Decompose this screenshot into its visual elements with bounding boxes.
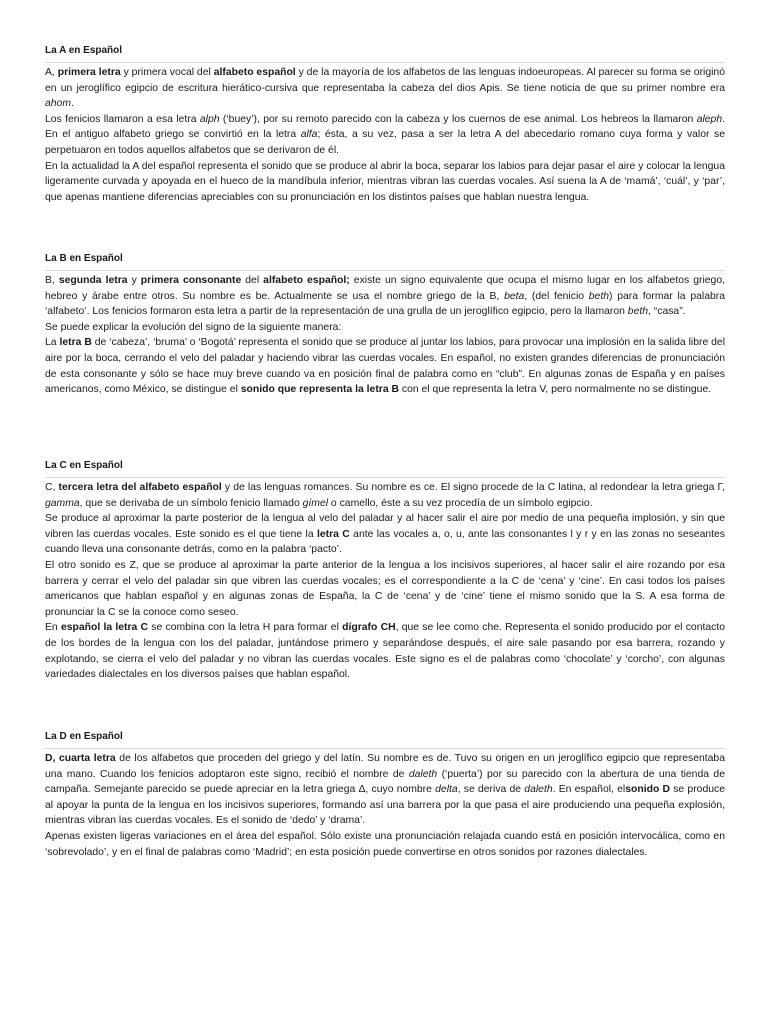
- text-run: .: [71, 98, 74, 110]
- text-run: y: [127, 275, 141, 286]
- bold-text: primera consonante: [140, 275, 242, 286]
- text-run: (‘puerta’) por su parecido con la abertura de una tienda de campaña. Semejante parecido se puede apreciar en la letra griega Δ, cuyo nombre: [45, 768, 725, 796]
- paragraph: [45, 480, 725, 511]
- italic-text: ahom: [45, 98, 71, 110]
- text-run: de ‘cabeza’, ‘bruma’ o ‘Bogotá’ representa el sonido que se produce al juntar los labios, para provocar una implosión en la salida libre del aire por la boca, cerrando el velo del paladar y haciendo vibrar las cuerdas vocales. En español, no existen grandes diferencias de pronunciación de esta consonante y sólo se hace muy breve cuando va en posición final de palabra como en “club”. En algunas zonas de España y en países americanos, como México, se distingue el: [45, 337, 726, 396]
- text-run: Los fenicios llamaron a esa letra: [45, 113, 200, 125]
- text-run: . En el antiguo alfabeto griego se convirtió en la letra: [45, 113, 726, 141]
- text-run: de los alfabetos que proceden del griego y del latín. Su nombre es de. Tuvo su origen en un jeroglífico egipcio que representaba una mano. Cuando los fenicios adoptaron este signo, recibió el nombre de: [45, 753, 725, 780]
- text-run: B,: [45, 275, 59, 286]
- text-run: La: [45, 337, 60, 349]
- bold-text: D, cuarta letra: [45, 753, 116, 764]
- paragraph: [45, 829, 725, 860]
- bold-text: segunda letra: [58, 275, 128, 286]
- section-divider: [45, 477, 725, 478]
- text-run: , se deriva de: [457, 784, 525, 796]
- section-body: [45, 751, 725, 860]
- bold-text: sonido D: [625, 784, 671, 796]
- bold-text: dígrafo CH: [342, 622, 396, 634]
- text-run: del: [241, 275, 264, 286]
- section-divider: [45, 270, 725, 271]
- text-run: C,: [45, 482, 59, 493]
- text-run: Se produce al aproximar la parte posterior de la lengua al velo del paladar y al hacer salir el aire por medio de una pequeña implosión, y sin que vibren las cuerdas vocales. Este sonido es el que tiene la: [45, 513, 725, 540]
- paragraph: [45, 273, 725, 320]
- section-heading: La C en Español: [45, 460, 123, 471]
- italic-text: aleph: [696, 113, 723, 125]
- text-run: ; ésta, a su vez, pasa a ser la letra A del abecedario romano cuya forma y valor se perpetuaron en todos aquellos alfabetos que se derivaron de él.: [45, 129, 725, 156]
- bold-text: alfabeto español;: [263, 275, 350, 286]
- italic-text: alfa: [300, 129, 318, 141]
- italic-text: daleth: [408, 768, 438, 780]
- section-letter-a: [45, 44, 725, 205]
- paragraph: [45, 620, 725, 682]
- bold-text: letra B: [59, 337, 92, 349]
- text-run: . En español, el: [552, 784, 626, 796]
- bold-text: primera letra: [57, 67, 121, 78]
- section-divider: [45, 62, 725, 63]
- paragraph: [45, 511, 725, 558]
- paragraph: [45, 159, 725, 206]
- italic-text: beth: [588, 290, 609, 302]
- text-run: o camello, éste a su vez procedía de un símbolo egipcio.: [328, 497, 593, 509]
- text-run: En la actualidad la A del español representa el sonido que se produce al abrir la boca, separar los labios para dejar pasar el aire y colocar la lengua ligeramente curvada y apoyada en el hueco de la mandíbula inferior, mientras vibran las cuerdas vocales. Así suena la A de ‘mamá’, ‘cuál’, y ‘par’, que apenas mantiene diferencias apreciables con su pronunciación en los distintos países que hablan nuestra lengua.: [45, 160, 725, 203]
- text-run: , que se derivaba de un símbolo fenicio llamado: [79, 497, 303, 509]
- text-run: , “casa”.: [648, 306, 686, 318]
- text-run: (‘buey’), por su remoto parecido con la cabeza y los cuernos de ese animal. Los hebreos la llamaron: [219, 113, 697, 125]
- bold-text: sonido que representa la letra B: [240, 384, 399, 396]
- text-run: y de la mayoría de los alfabetos de las lenguas indoeuropeas. Al parecer su forma se originó en un jeroglífico egipcio de escritura hierático-cursiva que representaba la cabeza del dios Apis. Se tiene noticia de que su primer nombre era: [45, 67, 725, 94]
- text-run: existe un signo equivalente que ocupa el mismo lugar en los alfabetos griego, hebreo y árabe entre otros. Su nombre es be. Actualmente se usa el nombre griego de la B,: [45, 275, 725, 302]
- bold-text: alfabeto español: [213, 67, 296, 78]
- text-run: En: [45, 622, 61, 634]
- bold-text: tercera letra del alfabeto español: [58, 482, 222, 493]
- section-heading: La A en Español: [45, 45, 123, 56]
- section-heading: La D en Español: [45, 731, 123, 742]
- text-run: Se puede explicar la evolución del signo de la siguiente manera:: [45, 321, 342, 333]
- section-divider: [45, 748, 725, 749]
- italic-text: gamma: [45, 497, 80, 509]
- paragraph: [45, 65, 725, 112]
- section-heading: La B en Español: [45, 253, 123, 264]
- italic-text: beth: [627, 306, 649, 318]
- text-run: ante las vocales a, o, u, ante las consonantes l y r y en las zonas no seseantes cuando lleva una consonante detrás, como en la palabra ‘pacto’.: [45, 528, 725, 556]
- italic-text: gímel: [302, 497, 329, 509]
- paragraph: [45, 335, 725, 397]
- text-run: Apenas existen ligeras variaciones en el área del español. Sólo existe una pronunciación relajada cuando está en posición intervocálica, como en ‘sobrevolado’, y en el final de palabras como ‘Madrid’; en esta posición puede convertirse en otros sonidos por razones dialectales.: [45, 830, 725, 858]
- text-run: con el que representa la letra V, pero normalmente no se distingue.: [399, 384, 712, 396]
- section-letter-c: [45, 459, 725, 683]
- section-body: [45, 273, 725, 398]
- text-run: y de las lenguas romances. Su nombre es ce. El signo procede de la C latina, al redondear la letra griega Γ,: [221, 482, 725, 493]
- text-run: se combina con la letra H para formar el: [148, 622, 343, 634]
- text-run: A,: [45, 67, 58, 78]
- text-run: , (del fenicio: [524, 290, 589, 302]
- bold-text: letra C: [317, 528, 350, 540]
- bold-text: español la letra C: [60, 622, 149, 634]
- paragraph: [45, 112, 725, 159]
- section-letter-d: [45, 730, 725, 860]
- text-run: y primera vocal del: [120, 67, 214, 78]
- section-body: [45, 65, 725, 205]
- paragraph: [45, 751, 725, 829]
- text-run: , que se lee como che. Representa el sonido producido por el contacto de los bordes de la lengua con los del paladar, juntándose primero y separándose después, el aire sale pasando por esa barrera, rozando y explotando, se cierra el velo del paladar y no vibran las cuerdas vocales. Este signo es el de palabras como ‘chocolate’ y ‘corcho’, con algunas variedades dialectales en los diversos países que hablan español.: [45, 622, 726, 681]
- text-run: se produce al apoyar la punta de la lengua en los incisivos superiores, formando así una barrera por la que pasa el aire produciendo una pequeña explosión, mientras vibran las cuerdas vocales. Es el sonido de ‘dedo’ y ‘drama’.: [45, 784, 725, 827]
- section-letter-b: [45, 252, 725, 398]
- italic-text: delta: [435, 784, 458, 796]
- paragraph: [45, 558, 725, 620]
- text-run: ) para formar la palabra ‘alfabeto’. Los fenicios formaron esta letra a partir de la representación de una grulla de un jeroglífico egipcio, pero la llamaron: [45, 290, 725, 318]
- paragraph: [45, 320, 725, 336]
- text-run: El otro sonido es Z, que se produce al aproximar la parte anterior de la lengua a los incisivos superiores, al hacer salir el aire rozando por esa barrera y cerrar el velo del paladar sin que vibren las cuerdas vocales; es el correspondiente a la C de ‘cena’ y ‘cine’. En casi todos los países americanos que hablan español y en algunas zonas de España, la C de ‘cena’ y de ‘cine’ tiene el mismo sonido que la S. A esa forma de pronunciar la C se la conoce como seseo.: [45, 559, 725, 618]
- italic-text: daleth: [524, 784, 553, 796]
- italic-text: beta: [504, 290, 525, 302]
- section-body: [45, 480, 725, 683]
- italic-text: alph: [199, 113, 220, 125]
